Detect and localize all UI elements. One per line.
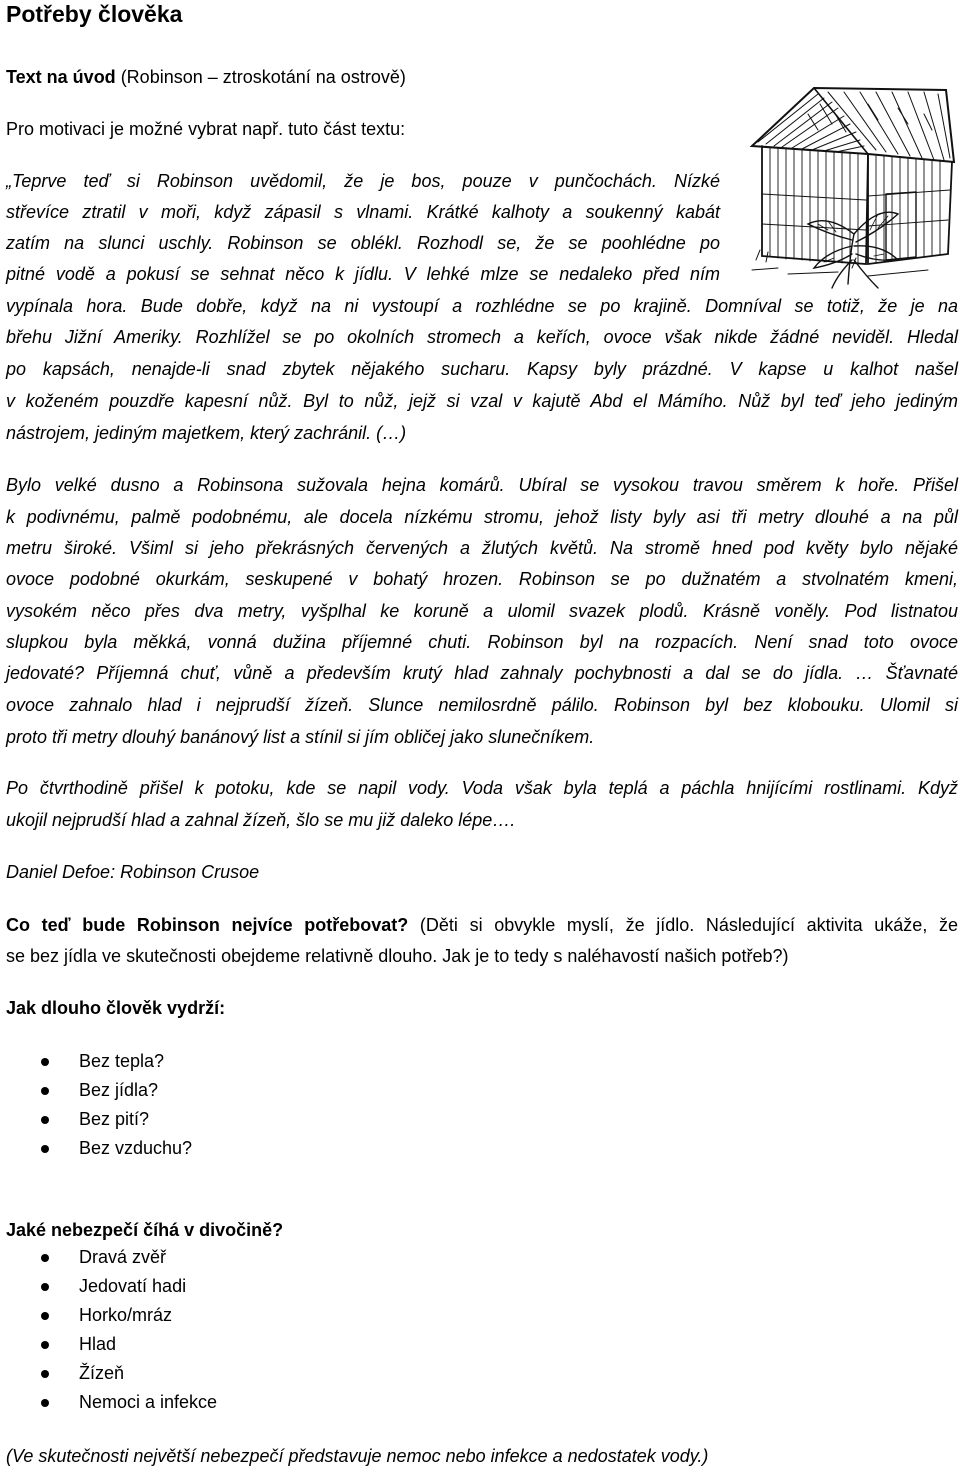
author-credit: Daniel Defoe: Robinson Crusoe	[6, 862, 260, 882]
list-item: Nemoci a infekce	[79, 1392, 218, 1412]
dangers-heading: Jaké nebezpečí číhá v divočině?	[6, 1220, 284, 1240]
bullet-icon	[41, 1116, 49, 1124]
question-line: se bez jídla ve skutečnosti obejdeme relativně dlouho. Jak je to tedy s naléhavostí našich potřeb?)	[6, 946, 789, 966]
list-item: Bez tepla?	[79, 1051, 165, 1071]
intro-source: (Robinson – ztroskotání na ostrově)	[115, 67, 406, 87]
paragraph-line: k podivnému, palmě podobnému, ale docela nízkému stromu, jehož listy byly asi tři metry dlouhé a na půl	[6, 507, 958, 527]
list-item: Dravá zvěř	[79, 1247, 167, 1267]
paragraph-line: vysokém něco přes dva metry, vyšplhal ke koruně a ulomil svazek plodů. Krásně voněly. Pod listnatou	[6, 601, 958, 621]
bullet-icon	[41, 1341, 49, 1349]
excerpt-line: po kapsách, nenajde-li snad zbytek nějakého sucharu. Kapsy byly prázdné. V kapse u kalhot našel	[6, 359, 958, 379]
list-item: Bez vzduchu?	[79, 1138, 193, 1158]
list-item: Žízeň	[79, 1363, 125, 1383]
list-item: Hlad	[79, 1334, 117, 1354]
question-line	[6, 910, 958, 941]
closing-note: (Ve skutečnosti největší nebezpečí představuje nemoc nebo infekce a nedostatek vody.)	[6, 1446, 709, 1466]
bullet-icon	[41, 1145, 49, 1153]
list-item: Bez jídla?	[79, 1080, 159, 1100]
bullet-icon	[41, 1399, 49, 1407]
thatched-hut-icon	[748, 84, 958, 292]
intro-label: Text na úvod	[6, 67, 116, 87]
paragraph-line: metru široké. Všiml si jeho překrásných červených a žlutých květů. Na stromě hned pod květy bylo nějaké	[6, 538, 958, 558]
paragraph-line: ovoce zahnalo hlad i nejprudší žízeň. Slunce nemilosrdně pálilo. Robinson byl bez klobouku. Ulomil si	[6, 695, 958, 715]
paragraph-line: jedovaté? Příjemná chuť, vůně a především krutý hlad zahnaly pochybnosti a dal se do jídla. … Šťavnaté	[6, 663, 958, 683]
paragraph-line: Bylo velké dusno a Robinsona sužovala hejna komárů. Ubíral se vysokou travou směrem k hoře. Přišel	[6, 475, 958, 495]
excerpt-line: „Teprve teď si Robinson uvědomil, že je bos, pouze v punčochách. Nízké	[6, 171, 720, 191]
paragraph-line: ukojil nejprudší hlad a zahnal žízeň, šlo se mu již daleko lépe….	[6, 810, 516, 830]
survive-heading: Jak dlouho člověk vydrží:	[6, 998, 226, 1018]
question-rest: (Děti si obvykle myslí, že jídlo. Následující aktivita ukáže, že	[408, 915, 958, 935]
list-item: Horko/mráz	[79, 1305, 173, 1325]
page-title: Potřeby člověka	[6, 1, 183, 27]
paragraph-line: slupkou byla měkká, vonná dužina příjemné chuti. Robinson byl na rozpacích. Není snad toto ovoce	[6, 632, 958, 652]
excerpt-line: pitné vodě a pokusí se sehnat něco k jídlu. V lehké mlze se nedaleko před ním	[6, 264, 720, 284]
intro-line	[6, 62, 406, 93]
excerpt-line: břehu Jižní Ameriky. Rozhlížel se po okolních stromech a keřích, ovoce však nikde žádné neviděl. Hledal	[6, 327, 958, 347]
list-item: Jedovatí hadi	[79, 1276, 187, 1296]
question-bold: Co teď bude Robinson nejvíce potřebovat?	[6, 915, 409, 935]
excerpt-line: zatím na slunci uschly. Robinson se oblékl. Rozhodl se, že se poohlédne po	[6, 233, 720, 253]
excerpt-line: vypínala hora. Bude dobře, když na ni vystoupí a rozhlédne se po krajině. Domníval se totiž, že je na	[6, 296, 958, 316]
bullet-icon	[41, 1058, 49, 1066]
bullet-icon	[41, 1370, 49, 1378]
bullet-icon	[41, 1312, 49, 1320]
excerpt-line: v koženém pouzdře kapesní nůž. Byl to nůž, jejž si vzal v kajutě Abd el Mámího. Nůž byl teď jeho jediným	[6, 391, 958, 411]
excerpt-line: nástrojem, jediným majetkem, který zachránil. (…)	[6, 423, 407, 443]
bullet-icon	[41, 1087, 49, 1095]
motivation-line: Pro motivaci je možné vybrat např. tuto část textu:	[6, 119, 406, 139]
paragraph-line: proto tři metry dlouhý banánový list a stínil si jím obličej jako slunečníkem.	[6, 727, 595, 747]
bullet-icon	[41, 1283, 49, 1291]
paragraph-line: ovoce podobné okurkám, seskupené v bohatý hrozen. Robinson se po dužnatém a stvolnatém kmeni,	[6, 569, 958, 589]
list-item: Bez pití?	[79, 1109, 150, 1129]
paragraph-line: Po čtvrthodině přišel k potoku, kde se napil vody. Voda však byla teplá a páchla hnijícími rostlinami. Když	[6, 778, 958, 798]
excerpt-line: střevíce ztratil v moři, když zápasil s vlnami. Krátké kalhoty a soukenný kabát	[6, 202, 720, 222]
bullet-icon	[41, 1254, 49, 1262]
